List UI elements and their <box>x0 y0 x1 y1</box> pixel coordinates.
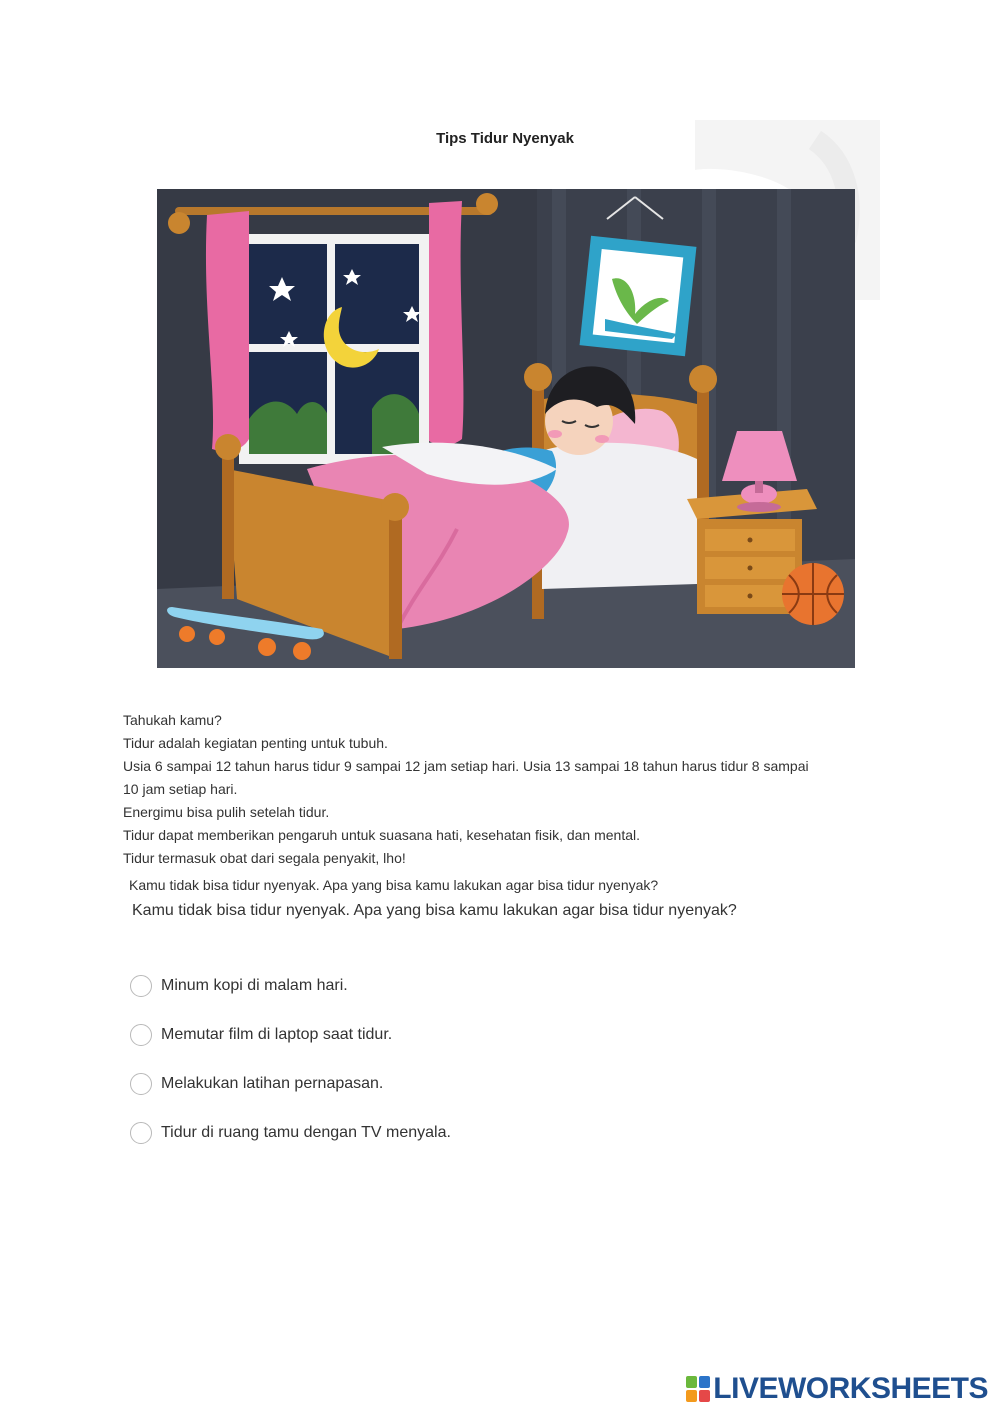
liveworksheets-brand <box>686 1374 988 1404</box>
info-line: Energimu bisa pulih setelah tidur. <box>123 804 330 820</box>
radio-button[interactable] <box>130 975 152 997</box>
option-label: Minum kopi di malam hari. <box>161 977 348 994</box>
radio-button[interactable] <box>130 1024 152 1046</box>
brand-name: LIVEWORKSHEETS <box>713 1372 988 1405</box>
question-small-text: Kamu tidak bisa tidur nyenyak. Apa yang bisa kamu lakukan agar bisa tidur nyenyak? <box>129 877 659 893</box>
page-title: Tips Tidur Nyenyak <box>436 130 574 147</box>
info-line: Tidur dapat memberikan pengaruh untuk suasana hati, kesehatan fisik, dan mental. <box>123 827 641 843</box>
info-line: Tidur adalah kegiatan penting untuk tubuh. <box>123 735 388 751</box>
question-text: Kamu tidak bisa tidur nyenyak. Apa yang bisa kamu lakukan agar bisa tidur nyenyak? <box>132 902 737 919</box>
info-line: 10 jam setiap hari. <box>123 781 238 797</box>
radio-button[interactable] <box>130 1073 152 1095</box>
info-text <box>123 709 883 870</box>
info-line: Usia 6 sampai 12 tahun harus tidur 9 sampai 12 jam setiap hari. Usia 13 sampai 18 tahun harus tidur 8 sampai <box>123 758 809 774</box>
answer-option-3[interactable] <box>130 1071 451 1097</box>
option-label: Memutar film di laptop saat tidur. <box>161 1026 393 1043</box>
answer-options <box>130 973 451 1169</box>
option-label: Tidur di ruang tamu dengan TV menyala. <box>161 1124 451 1141</box>
answer-option-2[interactable] <box>130 1022 451 1048</box>
info-line: Tahukah kamu? <box>123 712 222 728</box>
answer-option-4[interactable] <box>130 1120 451 1146</box>
liveworksheets-logo-icon <box>686 1376 710 1402</box>
bedroom-illustration <box>157 189 855 668</box>
answer-option-1[interactable] <box>130 973 451 999</box>
option-label: Melakukan latihan pernapasan. <box>161 1075 384 1092</box>
info-line: Tidur termasuk obat dari segala penyakit, lho! <box>123 850 406 866</box>
radio-button[interactable] <box>130 1122 152 1144</box>
